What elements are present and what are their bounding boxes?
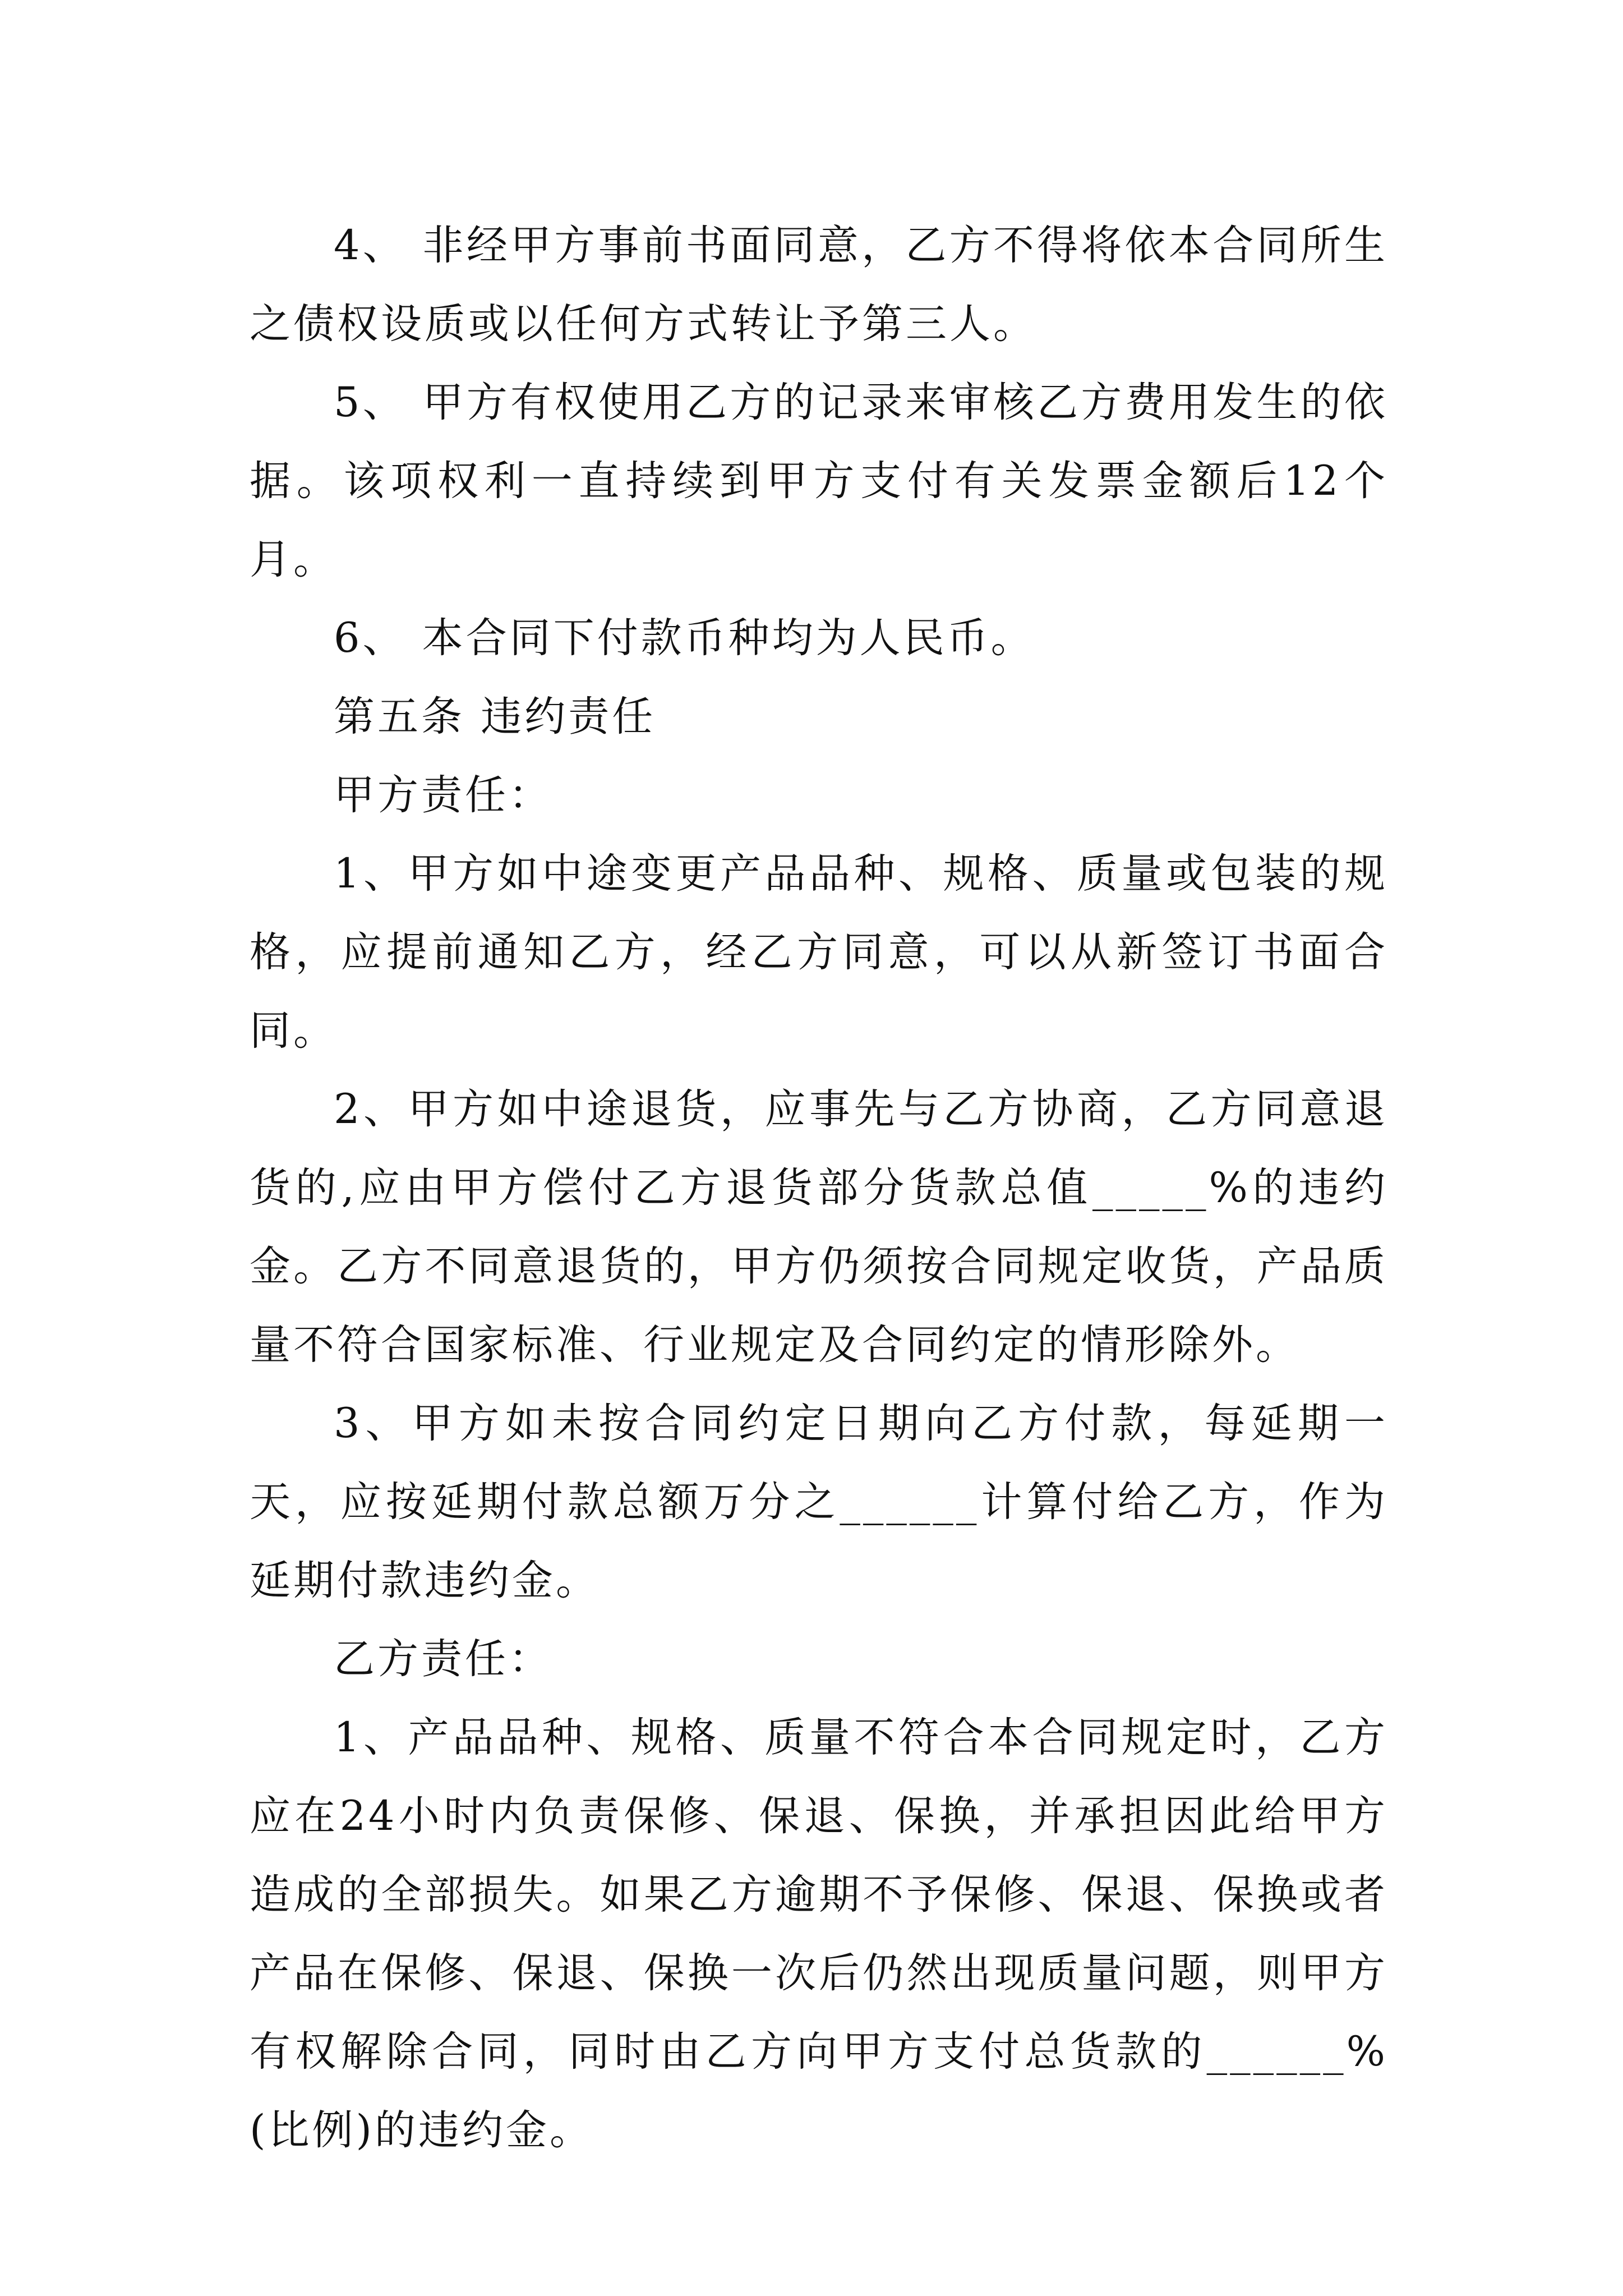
party-a-item-2: 2、甲方如中途退货，应事先与乙方协商，乙方同意退货的,应由甲方偿付乙方退货部分货款总值_____%的违约金。乙方不同意退货的，甲方仍须按合同规定收货，产品质量不符合国家标准、行业规定及合同约定的情形除外。 xyxy=(250,1085,1388,1369)
clause-6-currency: 6、 本合同下付款币种均为人民币。 xyxy=(334,614,1035,662)
article-5-heading: 第五条 违约责任 xyxy=(334,693,656,740)
party-a-liability-heading: 甲方责任： xyxy=(334,771,552,819)
clause-4-assignment: 4、 非经甲方事前书面同意，乙方不得将依本合同所生之债权设质或以任何方式转让予第三人。 xyxy=(250,222,1388,348)
clause-5-audit-rights: 5、 甲方有权使用乙方的记录来审核乙方费用发生的依据。该项权利一直持续到甲方支付有关发票金额后12个月。 xyxy=(250,379,1388,583)
party-b-item-1: 1、产品品种、规格、质量不符合本合同规定时，乙方应在24小时内负责保修、保退、保换，并承担因此给甲方造成的全部损失。如果乙方逾期不予保修、保退、保换或者产品在保修、保退、保换一次后仍然出现质量问题，则甲方有权解除合同，同时由乙方向甲方支付总货款的______%(比例)的违约金。 xyxy=(250,1714,1388,2154)
party-b-liability-heading: 乙方责任： xyxy=(334,1635,552,1683)
party-a-item-3: 3、甲方如未按合同约定日期向乙方付款，每延期一天，应按延期付款总额万分之______计算付给乙方，作为延期付款违约金。 xyxy=(250,1400,1388,1604)
document-body xyxy=(250,206,1388,2170)
party-a-item-1: 1、甲方如中途变更产品品种、规格、质量或包装的规格，应提前通知乙方，经乙方同意，可以从新签订书面合同。 xyxy=(250,850,1388,1055)
